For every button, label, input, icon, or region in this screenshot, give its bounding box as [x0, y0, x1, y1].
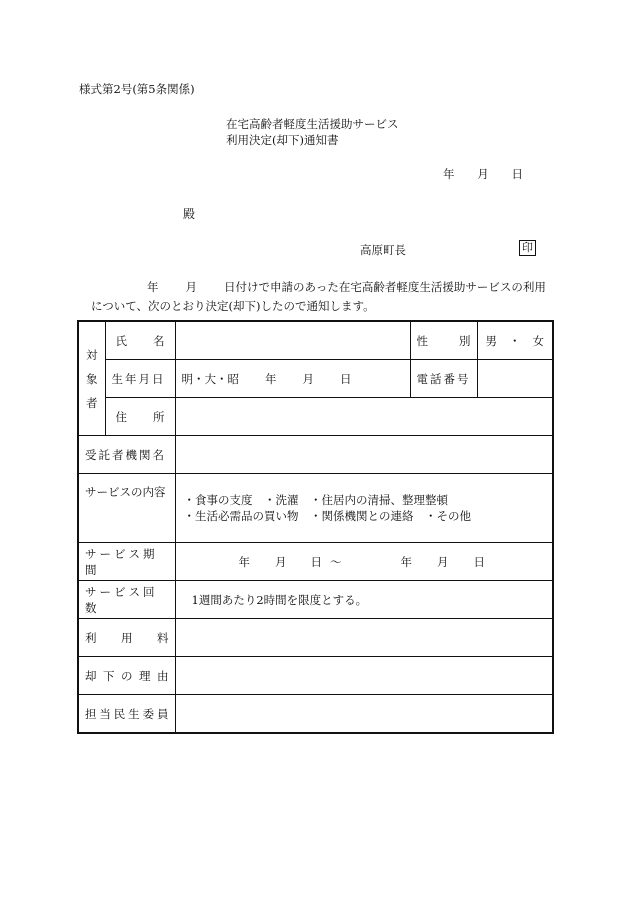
- table-row: [78, 657, 553, 695]
- contractor-field[interactable]: [175, 436, 553, 474]
- subject-label-char: 者: [86, 395, 98, 410]
- birth-month: 月: [302, 371, 314, 386]
- service-count-label: サービス回数: [78, 581, 175, 619]
- title-line-2: 利用決定(却下)通知書: [226, 133, 339, 147]
- name-label: 氏 名: [105, 321, 175, 360]
- service-period-field[interactable]: 年 月 日 〜 年 月 日: [175, 543, 553, 581]
- sex-option-female[interactable]: 女: [532, 333, 544, 348]
- rejection-reason-field[interactable]: [175, 657, 553, 695]
- service-content-label: サービスの内容: [78, 474, 175, 543]
- date-year: 年: [443, 167, 455, 181]
- address-field[interactable]: [175, 398, 553, 436]
- table-row: [78, 695, 553, 734]
- service-items-line-2: ・生活必需品の買い物 ・関係機関との連絡 ・その他: [183, 509, 471, 523]
- rejection-reason-label: 却 下 の 理 由: [78, 657, 175, 695]
- fee-field[interactable]: [175, 619, 553, 657]
- service-count-field[interactable]: [175, 581, 553, 619]
- fee-label: 利 用 料: [78, 619, 175, 657]
- birth-field[interactable]: [175, 360, 410, 398]
- table-row: [78, 321, 553, 360]
- name-field[interactable]: [175, 321, 410, 360]
- intro-year: 年: [147, 280, 159, 294]
- commissioner-field[interactable]: [175, 695, 553, 734]
- table-row: [78, 543, 553, 581]
- date-day: 日: [511, 167, 523, 181]
- table-row: [78, 360, 553, 398]
- notification-table: [77, 320, 554, 734]
- intro-text: 日付けで申請のあった在宅高齢者軽度生活援助サービスの利用: [224, 280, 546, 294]
- service-items-line-1: ・食事の支度 ・洗濯 ・住居内の清掃、整理整頓: [183, 493, 448, 507]
- phone-field[interactable]: [477, 360, 553, 398]
- subject-label-char: 象: [86, 371, 98, 386]
- birth-label: 生年月日: [105, 360, 175, 398]
- intro-line-2: について、次のとおり決定(却下)したので通知します。: [91, 299, 375, 313]
- table-row: [78, 436, 553, 474]
- table-row: [78, 581, 553, 619]
- date-month: 月: [477, 167, 489, 181]
- service-count-value: 1週間あたり2時間を限度とする。: [191, 592, 368, 607]
- table-row: [78, 619, 553, 657]
- issue-date: [443, 166, 523, 182]
- title-line-1: 在宅高齢者軽度生活援助サービス: [226, 117, 399, 131]
- table-row: [78, 398, 553, 436]
- intro-line-1: [147, 279, 546, 295]
- address-label: 住 所: [105, 398, 175, 436]
- sex-label: 性 別: [410, 321, 477, 360]
- phone-label: 電話番号: [410, 360, 477, 398]
- seal-mark: 印: [519, 240, 536, 256]
- birth-day: 日: [340, 371, 352, 386]
- subject-label-char: 対: [86, 347, 98, 362]
- table-row: [78, 474, 553, 543]
- service-period-label: サービス期間: [78, 543, 175, 581]
- form-number: 様式第2号(第5条関係): [79, 82, 195, 96]
- commissioner-label: 担 当 民 生 委 員: [78, 695, 175, 734]
- issuer-name: 高原町長: [360, 243, 406, 257]
- contractor-label: 受託者機関名: [78, 436, 175, 474]
- sex-field[interactable]: 男 ・ 女: [477, 321, 553, 360]
- intro-month: 月: [185, 280, 197, 294]
- service-content-field[interactable]: [175, 474, 553, 543]
- birth-year: 年: [265, 371, 277, 386]
- subject-label: [78, 321, 105, 436]
- addressee-suffix: 殿: [183, 207, 196, 221]
- sex-option-male[interactable]: 男: [485, 333, 497, 348]
- birth-era: 明・大・昭: [181, 371, 239, 386]
